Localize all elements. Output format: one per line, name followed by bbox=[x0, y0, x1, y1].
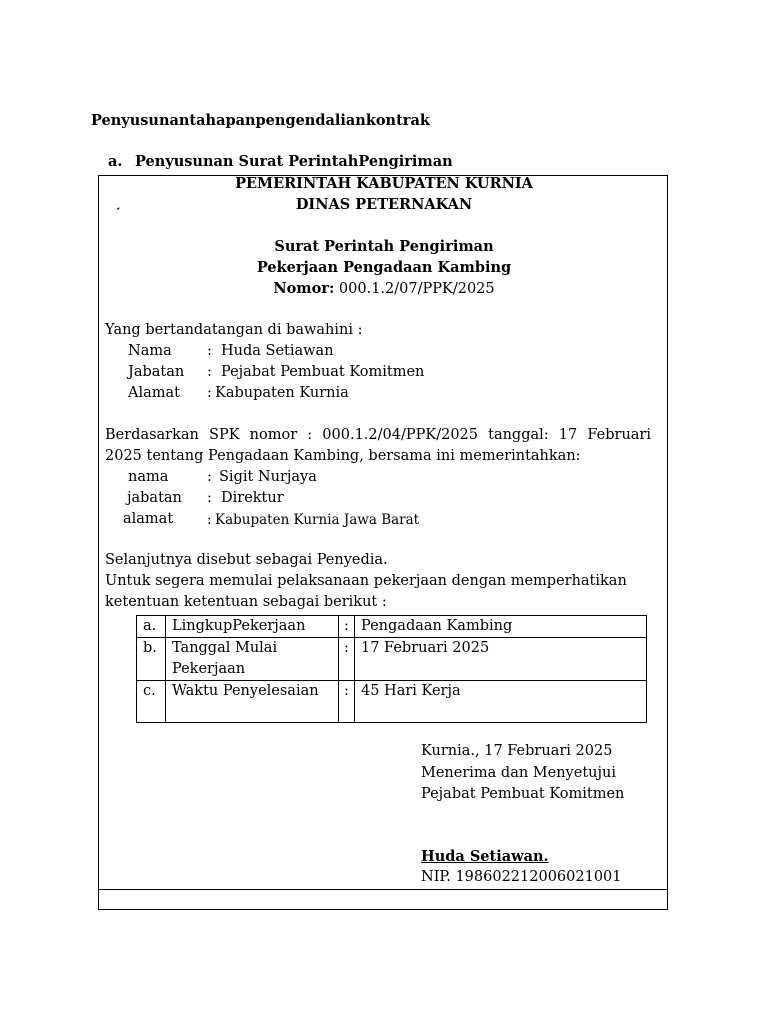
letter-title: Surat Perintah Pengiriman bbox=[274, 238, 494, 255]
signer-nip: NIP. 198602212006021001 bbox=[421, 869, 622, 885]
signer-name-label: Nama bbox=[128, 343, 172, 359]
signer-position-sep: : bbox=[207, 364, 212, 380]
term-key: c. bbox=[137, 681, 166, 723]
term-label: Waktu Penyelesaian bbox=[166, 681, 339, 723]
number-label: Nomor: bbox=[273, 280, 335, 297]
letter-department: DINAS PETERNAKAN bbox=[295, 196, 473, 213]
signer-address-sep: : bbox=[207, 385, 212, 401]
letter-subtitle: Pekerjaan Pengadaan Kambing bbox=[256, 259, 512, 276]
approval-text: Menerima dan Menyetujui bbox=[421, 765, 616, 781]
place-date: Kurnia., 17 Februari 2025 bbox=[421, 743, 613, 759]
provider-address-sep: : bbox=[207, 512, 212, 528]
signer-position-value: Pejabat Pembuat Komitmen bbox=[221, 364, 425, 380]
letter-tick-mark: ˏ bbox=[116, 194, 121, 211]
signer-name-sep: : bbox=[207, 343, 212, 359]
letter-intro: Yang bertandatangan di bawahini : bbox=[105, 322, 363, 338]
section-title: Penyusunan Surat PerintahPengiriman bbox=[135, 153, 453, 170]
term-sep: : bbox=[339, 638, 355, 681]
signer-name-value: Huda Setiawan bbox=[221, 343, 334, 359]
basis-line-1: Berdasarkan SPK nomor : 000.1.2/04/PPK/2025 tanggal: 17 Februari bbox=[105, 427, 651, 443]
next-line-2: Untuk segera memulai pelaksanaan pekerjaan dengan memperhatikan bbox=[105, 573, 627, 589]
signer-position-label: Jabatan bbox=[128, 364, 185, 380]
provider-address-value: Kabupaten Kurnia Jawa Barat bbox=[215, 512, 420, 528]
provider-name-label: nama bbox=[128, 469, 169, 485]
term-key: b. bbox=[137, 638, 166, 681]
next-line-1: Selanjutnya disebut sebagai Penyedia. bbox=[105, 552, 388, 568]
next-line-3: ketentuan ketentuan sebagai berikut : bbox=[105, 594, 387, 610]
signer-role: Pejabat Pembuat Komitmen bbox=[421, 786, 625, 802]
document-heading: Penyusunantahapanpengendaliankontrak bbox=[91, 112, 430, 129]
term-sep: : bbox=[339, 681, 355, 723]
term-key: a. bbox=[137, 616, 166, 638]
term-value: Pengadaan Kambing bbox=[355, 616, 647, 638]
letter-number bbox=[99, 280, 669, 297]
basis-line-2: 2025 tentang Pengadaan Kambing, bersama ini memerintahkan: bbox=[105, 448, 581, 464]
term-value: 17 Februari 2025 bbox=[355, 638, 647, 681]
signer-name: Huda Setiawan. bbox=[421, 848, 549, 865]
term-sep: : bbox=[339, 616, 355, 638]
number-value: 000.1.2/07/PPK/2025 bbox=[338, 281, 495, 297]
provider-position-value: Direktur bbox=[221, 490, 284, 506]
provider-position-label: jabatan bbox=[127, 490, 182, 506]
provider-position-sep: : bbox=[207, 490, 212, 506]
term-value: 45 Hari Kerja bbox=[355, 681, 647, 723]
letter-bottom-divider bbox=[98, 889, 668, 890]
signer-address-label: Alamat bbox=[128, 385, 180, 401]
term-label: LingkupPekerjaan bbox=[166, 616, 339, 638]
terms-table bbox=[136, 615, 647, 723]
section-marker: a. bbox=[108, 153, 123, 170]
table-row bbox=[137, 681, 647, 723]
provider-address-label: alamat bbox=[123, 511, 174, 527]
term-label: Tanggal Mulai Pekerjaan bbox=[166, 638, 339, 681]
table-row bbox=[137, 638, 647, 681]
signer-address-value: Kabupaten Kurnia bbox=[215, 385, 349, 401]
provider-name-value: Sigit Nurjaya bbox=[219, 469, 317, 485]
letter-government: PEMERINTAH KABUPATEN KURNIA bbox=[235, 175, 533, 192]
table-row bbox=[137, 616, 647, 638]
provider-name-sep: : bbox=[207, 469, 212, 485]
